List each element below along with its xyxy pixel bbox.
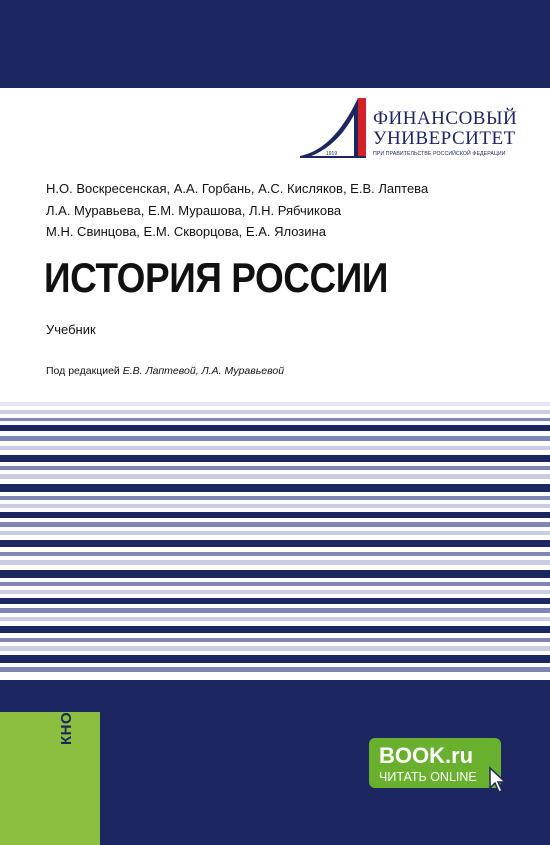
stripe	[0, 570, 550, 578]
stripe	[0, 638, 550, 642]
stripe	[0, 474, 550, 479]
stripe	[0, 410, 550, 414]
stripe	[0, 466, 550, 470]
stripe	[0, 436, 550, 441]
stripe	[0, 402, 550, 406]
book-ru-label: BOOK.ru	[379, 743, 474, 768]
stripe	[0, 446, 550, 450]
editors-prefix: Под редакцией	[46, 365, 120, 377]
stripe	[0, 512, 550, 518]
stripe	[0, 418, 550, 421]
stripe	[0, 590, 550, 594]
stripe	[0, 598, 550, 604]
authors-line: Л.А. Муравьева, Е.М. Мурашова, Л.Н. Рябчикова	[46, 202, 342, 218]
logo-line-1: ФИНАНСОВЫЙ	[373, 108, 518, 129]
stripe	[0, 667, 550, 672]
stripe	[0, 522, 550, 527]
book-ru-read-online-button[interactable]	[369, 738, 501, 788]
stripe	[0, 531, 550, 535]
editors-names: Е.В. Лаптевой, Л.А. Муравьевой	[122, 365, 285, 377]
logo-subline: ПРИ ПРАВИТЕЛЬСТВЕ РОССИЙСКОЙ ФЕДЕРАЦИИ	[373, 151, 506, 157]
mouse-cursor-icon	[488, 766, 510, 794]
stripe	[0, 582, 550, 586]
stripe	[0, 646, 550, 651]
authors-line: М.Н. Свинцова, Е.М. Скворцова, Е.А. Ялозина	[46, 224, 326, 239]
stripe	[0, 617, 550, 621]
stripe	[0, 504, 550, 508]
university-emblem-icon	[300, 96, 374, 164]
stripe	[0, 552, 550, 556]
read-online-label: ЧИТАТЬ ONLINE	[379, 770, 477, 784]
authors-line: Н.О. Воскресенская, А.А. Горбань, А.С. Кисляков, Е.В. Лаптева	[46, 181, 429, 196]
editors-line	[46, 365, 284, 377]
stripe	[0, 626, 550, 633]
stripe	[0, 540, 550, 547]
stripe	[0, 655, 550, 663]
university-logo	[300, 96, 520, 164]
book-subtitle: Учебник	[46, 322, 96, 337]
top-band	[0, 0, 550, 88]
stripe	[0, 455, 550, 462]
logo-year-tag: 1919	[326, 151, 338, 157]
book-title: ИСТОРИЯ РОССИИ	[44, 254, 389, 301]
stripe	[0, 484, 550, 492]
publisher-name: КНОРУС	[58, 680, 75, 745]
stripe	[0, 496, 550, 500]
stripe	[0, 425, 550, 431]
authors-list	[46, 178, 428, 243]
stripe	[0, 608, 550, 613]
publisher-green-block	[0, 712, 100, 845]
logo-line-2: УНИВЕРСИТЕТ	[373, 128, 516, 149]
decorative-stripes	[0, 400, 550, 680]
stripe	[0, 560, 550, 565]
